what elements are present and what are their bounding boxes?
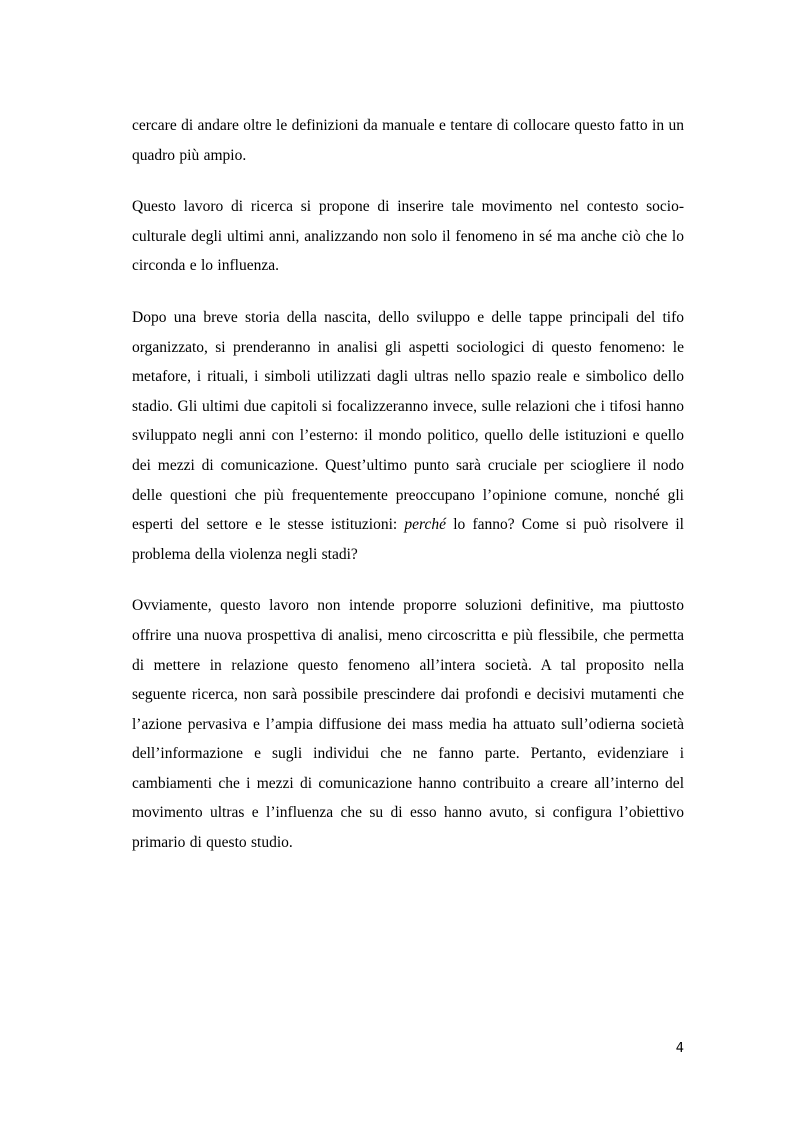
paragraph-3-text-before: Dopo una breve storia della nascita, dello sviluppo e delle tappe principali del tifo organizzato, si prenderanno in analisi gli aspetti sociologici di questo fenomeno: le metafore, i rituali, i simboli utilizzati dagli ultras nello spazio reale e simbolico dello stadio. Gli ultimi due capitoli si focalizzeranno invece, sulle relazioni che i tifosi hanno sviluppato negli anni con l’esterno: il mondo politico, quello delle istituzioni e quello dei mezzi di comunicazione. Quest’ultimo punto sarà cruciale per sciogliere il nodo delle questioni che più frequentemente preoccupano l’opinione comune, nonché gli esperti del settore e le stesse istituzioni: — [132, 308, 684, 534]
paragraph-4: Ovviamente, questo lavoro non intende proporre soluzioni definitive, ma piuttosto offrire una nuova prospettiva di analisi, meno circoscritta e più flessibile, che permetta di mettere in relazione questo fenomeno all’intera società. A tal proposito nella seguente ricerca, non sarà possibile prescindere dai profondi e decisivi mutamenti che l’azione pervasiva e l’ampia diffusione dei mass media ha attuato sull’odierna società dell’informazione e sugli individui che ne fanno parte. Pertanto, evidenziare i cambiamenti che i mezzi di comunicazione hanno contribuito a creare all’interno del movimento ultras e l’influenza che su di esso hanno avuto, si configura l’obiettivo primario di questo studio. — [132, 597, 684, 852]
paragraph-1: cercare di andare oltre le definizioni da manuale e tentare di collocare questo fatto in un quadro più ampio. — [132, 117, 684, 164]
paragraph-3-text-after: lo fanno? Come si può risolvere il problema della violenza negli stadi? — [132, 516, 684, 563]
page-number: 4 — [675, 1041, 684, 1056]
body-text — [132, 111, 684, 858]
paragraph-3 — [132, 303, 684, 569]
paragraph-2: Questo lavoro di ricerca si propone di inserire tale movimento nel contesto socio-culturale degli ultimi anni, analizzando non solo il fenomeno in sé ma anche ciò che lo circonda e lo influenza. — [132, 198, 684, 275]
emphasis-perche: perché — [404, 516, 447, 534]
